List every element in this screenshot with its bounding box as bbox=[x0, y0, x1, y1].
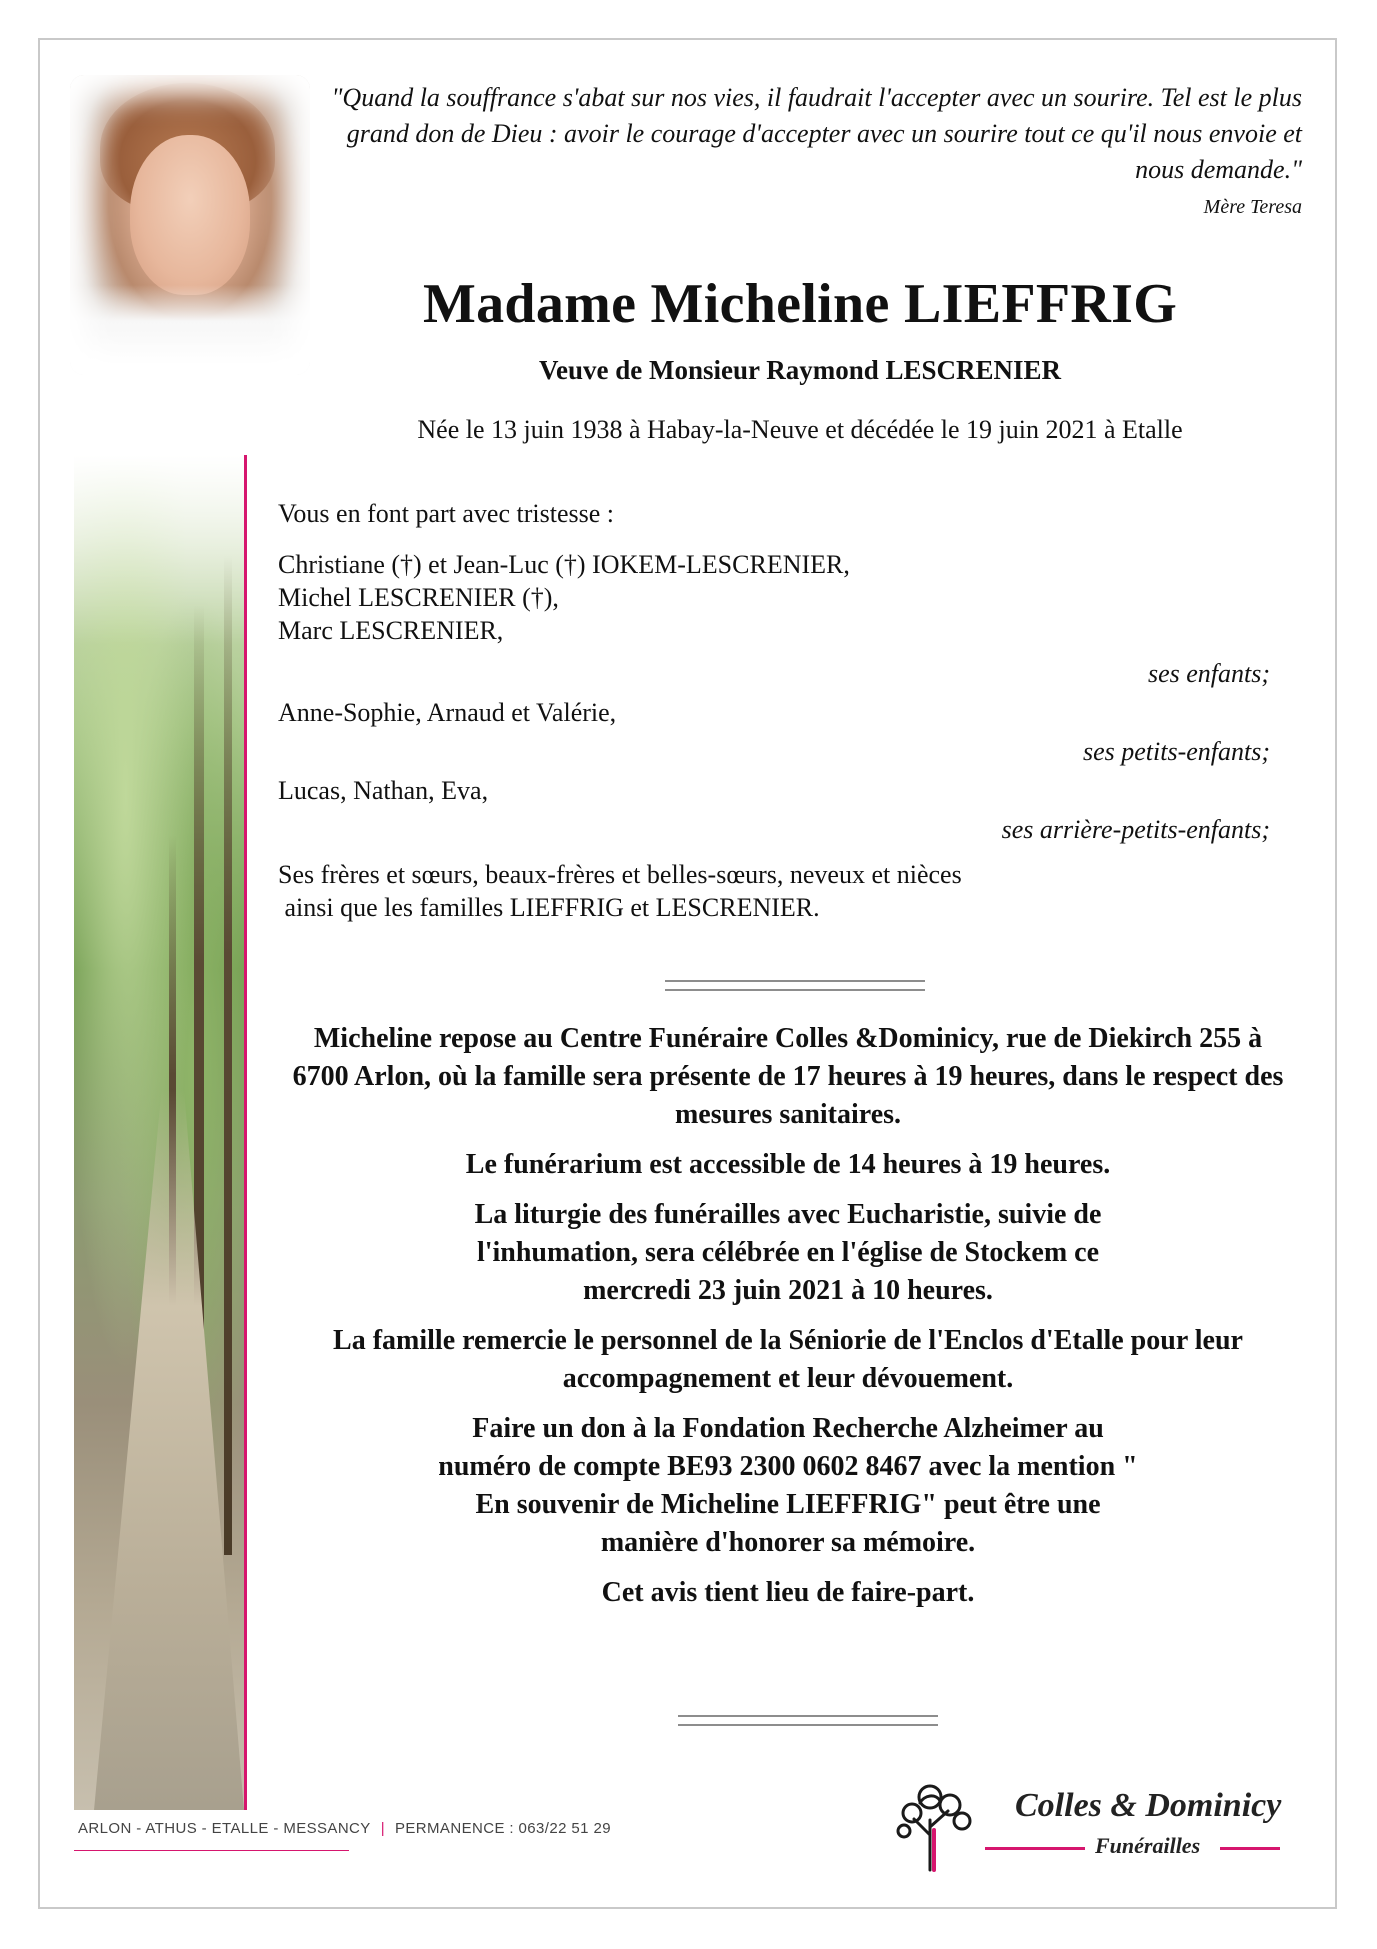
company-logo bbox=[890, 1775, 1290, 1885]
child-line: Christiane (†) et Jean-Luc (†) IOKEM-LESCRENIER, bbox=[278, 550, 850, 579]
liturgy-info: La liturgie des funérailles avec Eucharistie, suivie de l'inhumation, sera célébrée en l'église de Stockem ce mercredi 23 juin 2021 à 10 heures. bbox=[474, 1199, 1102, 1306]
divider bbox=[665, 980, 925, 991]
children-label: ses enfants; bbox=[1147, 659, 1270, 688]
accent-bar bbox=[244, 455, 247, 1810]
grandchildren-line: Anne-Sophie, Arnaud et Valérie, bbox=[278, 698, 617, 727]
logo-line bbox=[1220, 1847, 1280, 1850]
brand-subtitle: Funérailles bbox=[1095, 1833, 1201, 1858]
funerarium-hours: Le funérarium est accessible de 14 heures à 19 heures. bbox=[465, 1149, 1111, 1180]
footer-separator: | bbox=[380, 1820, 385, 1837]
spouse-line: Veuve de Monsieur Raymond LESCRENIER bbox=[538, 355, 1062, 385]
notice-info: Cet avis tient lieu de faire-part. bbox=[601, 1577, 975, 1608]
quote-author: Mère Teresa bbox=[1203, 196, 1302, 218]
great-grandchildren-line: Lucas, Nathan, Eva, bbox=[278, 776, 489, 805]
deceased-name: Madame Micheline LIEFFRIG bbox=[422, 273, 1178, 335]
logo-line bbox=[985, 1847, 1085, 1850]
birth-death-dates: Née le 13 juin 1938 à Habay-la-Neuve et décédée le 19 juin 2021 à Etalle bbox=[417, 415, 1183, 444]
extended-family-line: Ses frères et sœurs, beaux-frères et belles-sœurs, neveux et nièces bbox=[278, 860, 962, 889]
thanks-info: La famille remercie le personnel de la Séniorie de l'Enclos d'Etalle pour leur accompagnement et leur dévouement. bbox=[333, 1325, 1243, 1394]
footer-contact bbox=[78, 1820, 611, 1837]
donation-info: Faire un don à la Fondation Recherche Alzheimer au numéro de compte BE93 2300 0602 8467 avec la mention " En souvenir de Micheline LIEFFRIG" peut être une manière d'honorer sa mémoire. bbox=[438, 1413, 1138, 1558]
grandchildren-label: ses petits-enfants; bbox=[1082, 737, 1270, 766]
brand-name: Colles & Dominicy bbox=[1015, 1787, 1282, 1824]
great-grandchildren-label: ses arrière-petits-enfants; bbox=[1001, 815, 1270, 844]
family-announcement bbox=[278, 497, 1278, 924]
portrait-photo bbox=[70, 75, 310, 375]
forest-path-image bbox=[74, 455, 246, 1810]
extended-family-line: ainsi que les familles LIEFFRIG et LESCRENIER. bbox=[278, 893, 820, 922]
family-intro: Vous en font part avec tristesse : bbox=[278, 499, 614, 528]
footer-accent-line bbox=[74, 1850, 349, 1851]
child-line: Marc LESCRENIER, bbox=[278, 616, 504, 645]
tree-icon bbox=[890, 1775, 1000, 1875]
funeral-info bbox=[278, 1020, 1298, 1624]
quote-text: "Quand la souffrance s'abat sur nos vies, il faudrait l'accepter avec un sourire. Tel est le plus grand don de Dieu : avoir le courage d'accepter avec un sourire tout ce qu'il nous envoie et nous demande." bbox=[331, 83, 1302, 184]
footer-locations: ARLON - ATHUS - ETALLE - MESSANCY bbox=[78, 1820, 371, 1837]
footer-permanence: PERMANENCE : 063/22 51 29 bbox=[395, 1820, 611, 1837]
child-line: Michel LESCRENIER (†), bbox=[278, 583, 559, 612]
rest-info: Micheline repose au Centre Funéraire Colles &Dominicy, rue de Diekirch 255 à 6700 Arlon, où la famille sera présente de 17 heures à 19 heures, dans le respect des mesures sanitaires. bbox=[292, 1023, 1284, 1130]
divider bbox=[678, 1715, 938, 1726]
